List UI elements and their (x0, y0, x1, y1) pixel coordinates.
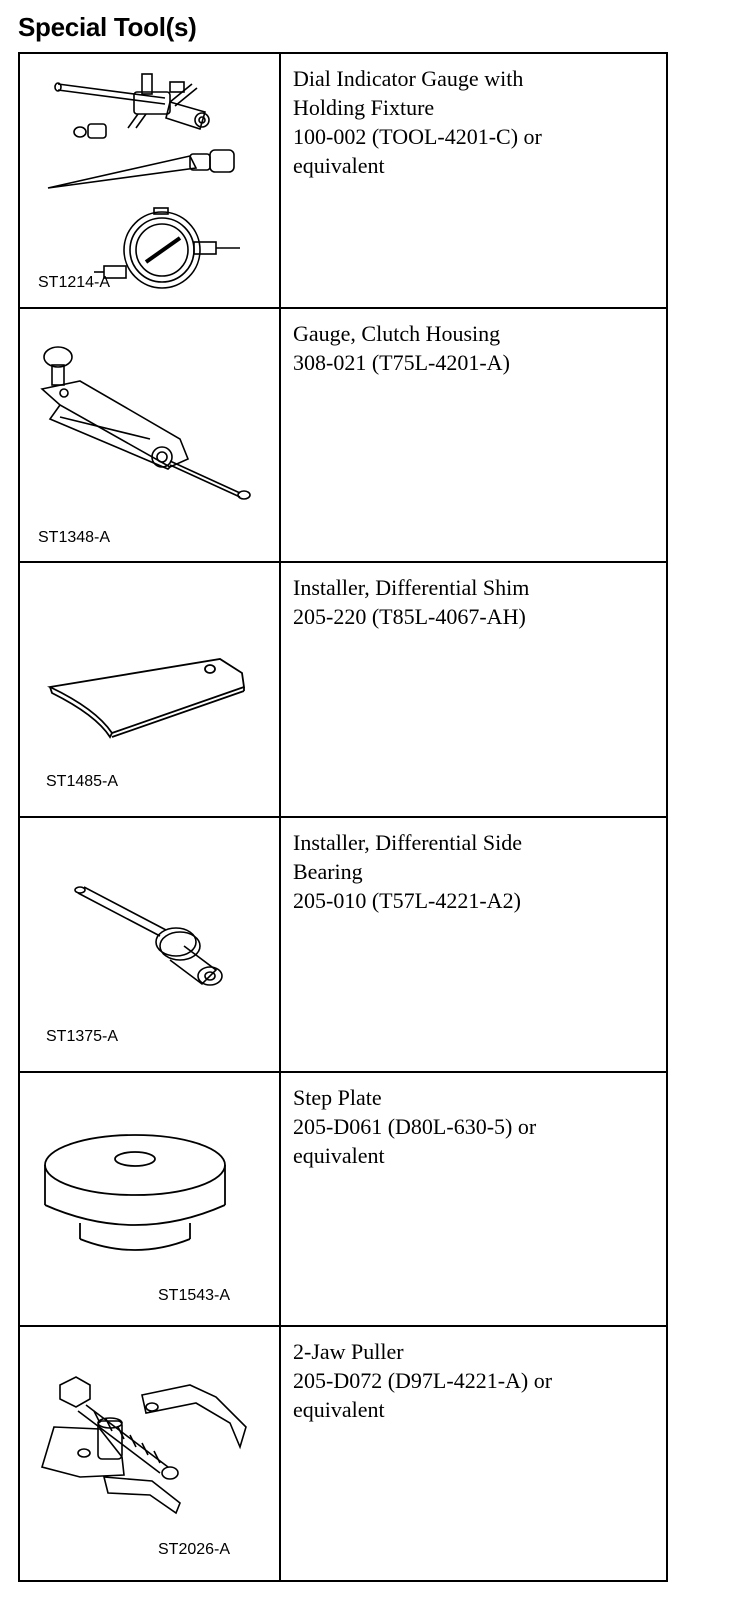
tool-name-continued: Holding Fixture (293, 95, 435, 120)
tool-name: Dial Indicator Gauge with (293, 66, 524, 91)
tool-part-number: 100-002 (TOOL-4201-C) or (293, 124, 542, 149)
tool-part-number: 205-D061 (D80L-630-5) or (293, 1113, 537, 1139)
table-row (20, 818, 666, 1073)
tool-name-continued: Bearing (293, 859, 363, 885)
tool-description (281, 54, 666, 307)
tool-description (281, 818, 666, 1071)
tool-code: ST1485-A (46, 773, 119, 791)
special-tools-table (18, 52, 668, 1582)
tool-name: Step Plate (293, 1084, 382, 1110)
table-row (20, 563, 666, 818)
tool-part-number-continued: equivalent (293, 1142, 385, 1168)
dial-indicator-gauge-illustration (20, 54, 279, 304)
tool-code: ST1214-A (38, 274, 111, 291)
tool-image-cell (20, 1073, 281, 1326)
tool-image-cell (20, 1327, 281, 1580)
tool-name: Installer, Differential Side (293, 830, 523, 856)
tool-description (281, 309, 666, 562)
tool-name: 2-Jaw Puller (293, 1339, 404, 1365)
tool-name: Installer, Differential Shim (293, 575, 530, 601)
page-title: Special Tool(s) (18, 12, 197, 42)
tool-part-number: 205-D072 (D97L-4221-A) or (293, 1368, 553, 1394)
tool-description (281, 563, 666, 816)
tool-description (281, 1073, 666, 1326)
tool-part-number: 205-010 (T57L-4221-A2) (293, 888, 521, 914)
tool-code: ST1543-A (158, 1286, 231, 1304)
tool-image-cell (20, 563, 281, 816)
tool-image-cell (20, 54, 281, 307)
tool-part-number: 308-021 (T75L-4201-A) (293, 349, 510, 375)
step-plate-illustration (20, 1073, 279, 1323)
clutch-housing-gauge-illustration (20, 309, 279, 559)
tool-description (281, 1327, 666, 1580)
tool-part-number-continued: equivalent (293, 153, 385, 178)
tool-part-number: 205-220 (T85L-4067-AH) (293, 604, 526, 630)
tool-name: Gauge, Clutch Housing (293, 320, 501, 346)
table-row (20, 1327, 666, 1580)
tool-code: ST1375-A (46, 1028, 119, 1046)
two-jaw-puller-illustration (20, 1327, 279, 1577)
tool-code: ST2026-A (158, 1541, 231, 1559)
table-row (20, 1073, 666, 1328)
tool-image-cell (20, 309, 281, 562)
table-row (20, 54, 666, 309)
tool-part-number-continued: equivalent (293, 1397, 385, 1423)
tool-image-cell (20, 818, 281, 1071)
table-row (20, 309, 666, 564)
tool-code: ST1348-A (38, 528, 111, 546)
